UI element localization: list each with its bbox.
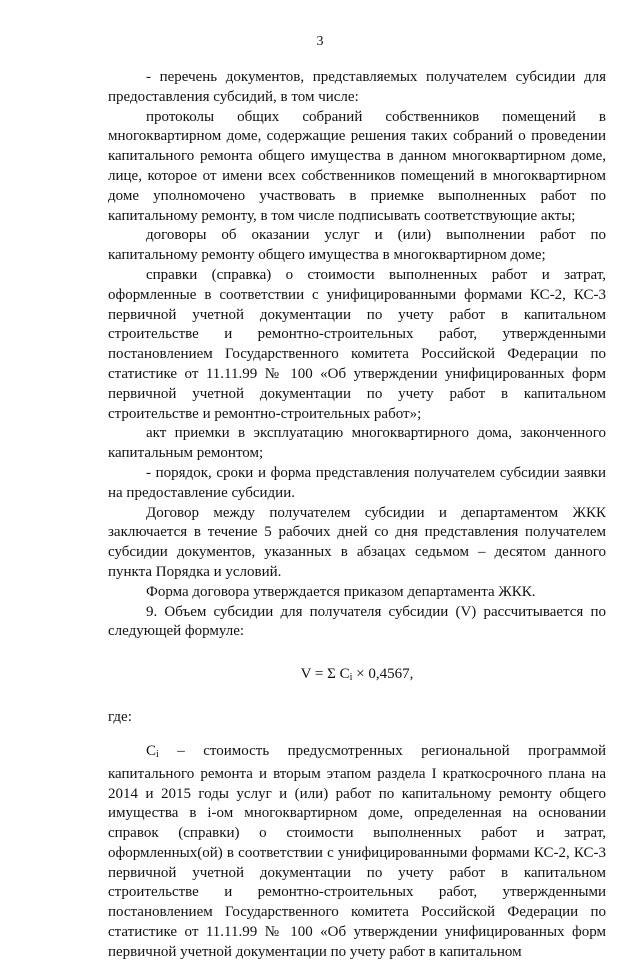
paragraph-meeting-protocols: протоколы общих собраний собственников помещений в многоквартирном доме, содержащие решения таких собраний о проведении капитального ремонта общего имущества в данном многоквартирном доме, лице, которое от имени всех собственников помещений в многоквартирном доме уполномочено участвовать в приемке выполненных работ по капитальному ремонту, в том числе подписывать соответствующие акты;: [108, 108, 606, 224]
document-body: [108, 68, 606, 963]
paragraph-contract-form: Форма договора утверждается приказом департамента ЖКК.: [146, 583, 536, 600]
paragraph-ci-definition: [108, 742, 606, 963]
formula-subscript: i: [349, 672, 353, 684]
where-label: где:: [108, 709, 132, 726]
paragraph-contract-term: Договор между получателем субсидии и департаментом ЖКК заключается в течение 5 рабочих дней со дня представления получателем субсидии документов, указанных в абзацах седьмом – десятом данного пункта Порядка и условий.: [108, 504, 606, 580]
paragraph-cost-certificates: справки (справка) о стоимости выполненных работ и затрат, оформленные в соответствии с унифицированными формами КС-2, КС-3 первичной учетной документации по учету работ в капитальном строительстве и ремонтно-строительных работ, утвержденными постановлением Государственного комитета Российской Федерации по статистике от 11.11.99 № 100 «Об утверждении унифицированных форм первичной учетной документации по учету работ в капитальном строительстве и ремонтно-строительных работ»;: [108, 266, 606, 422]
paragraph-service-contracts: договоры об оказании услуг и (или) выполнении работ по капитальному ремонту общего имущества в многоквартирном доме;: [108, 227, 606, 264]
paragraph-application-procedure: - порядок, сроки и форма представления получателем субсидии заявки на предоставление субсидии.: [108, 464, 606, 501]
paragraph-documents-list: - перечень документов, представляемых получателем субсидии для предоставления субсидий, в том числе:: [108, 69, 606, 105]
formula-right: × 0,4567,: [352, 666, 414, 683]
ci-definition-text: – стоимость предусмотренных региональной программой капитального ремонта и вторым этапом раздела I краткосрочного плана на 2014 и 2015 годы услуг и (или) работ по капитальному ремонту общего имущества в i-ом многоквартирном доме, определенная на основании справок (справки) о стоимости выполненных работ и затрат, оформленных(ой) в соответствии с унифицированными формами КС-2, КС-3 первичной учетной документации по учету работ в капитальном строительстве и ремонтно-строительных работ, утвержденными постановлением Государственного комитета Российской Федерации по статистике от 11.11.99 № 100 «Об утверждении унифицированных форм первичной учетной документации по учету работ в капитальном: [108, 742, 606, 960]
paragraph-subsidy-volume: 9. Объем субсидии для получателя субсидии (V) рассчитывается по следующей формуле:: [108, 603, 606, 640]
page-number: 3: [316, 34, 324, 49]
subsidy-formula: [108, 664, 606, 688]
formula-left: V = Σ C: [300, 666, 350, 683]
ci-subscript: i: [156, 748, 159, 760]
paragraph-acceptance-act: акт приемки в эксплуатацию многоквартирного дома, законченного капитальным ремонтом;: [108, 425, 606, 462]
ci-symbol: C: [146, 742, 157, 759]
